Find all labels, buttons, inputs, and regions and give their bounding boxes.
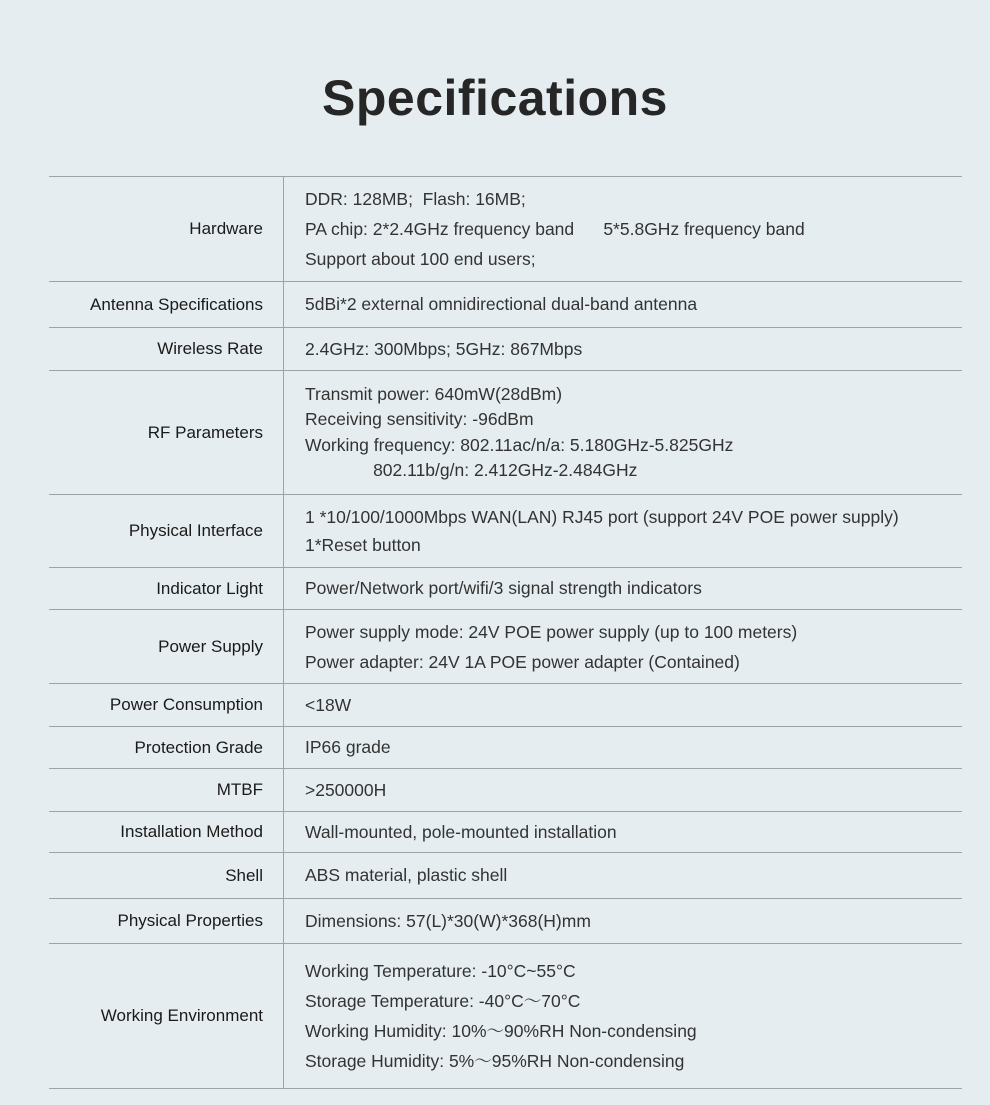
spec-label: Protection Grade	[49, 727, 284, 768]
spec-row-rf-parameters	[49, 371, 962, 495]
spec-values	[284, 495, 962, 567]
spec-value: 1 *10/100/1000Mbps WAN(LAN) RJ45 port (support 24V POE power supply)	[305, 507, 899, 527]
spec-values	[284, 684, 962, 726]
spec-row-installation-method	[49, 812, 962, 853]
page-title: Specifications	[322, 70, 668, 126]
spec-row-shell	[49, 853, 962, 899]
spec-values	[284, 282, 962, 327]
spec-value: Wall-mounted, pole-mounted installation	[305, 821, 617, 842]
spec-row-power-supply	[49, 610, 962, 684]
spec-row-mtbf	[49, 769, 962, 812]
spec-value: Dimensions: 57(L)*30(W)*368(H)mm	[305, 910, 591, 931]
spec-values	[284, 568, 962, 609]
spec-row-wireless-rate	[49, 328, 962, 371]
spec-label: Power Supply	[49, 610, 284, 683]
spec-label: Shell	[49, 853, 284, 898]
spec-row-antenna	[49, 282, 962, 328]
spec-label: Antenna Specifications	[49, 282, 284, 327]
spec-label: Wireless Rate	[49, 328, 284, 370]
spec-values	[284, 177, 962, 281]
spec-value: PA chip: 2*2.4GHz frequency band 5*5.8GHz frequency band	[305, 219, 805, 239]
spec-row-hardware	[49, 177, 962, 282]
spec-value: Storage Temperature: -40°C～70°C	[305, 991, 581, 1011]
spec-value: Support about 100 end users;	[305, 249, 536, 269]
spec-label: Power Consumption	[49, 684, 284, 726]
spec-value: Storage Humidity: 5%～95%RH Non-condensing	[305, 1051, 685, 1071]
spec-values	[284, 812, 962, 852]
spec-row-working-environment	[49, 944, 962, 1089]
spec-value: 1*Reset button	[305, 535, 421, 555]
spec-values	[284, 944, 962, 1088]
spec-values	[284, 769, 962, 811]
spec-value: 2.4GHz: 300Mbps; 5GHz: 867Mbps	[305, 338, 583, 359]
spec-value: Working Temperature: -10°C~55°C	[305, 961, 576, 981]
spec-value: Power adapter: 24V 1A POE power adapter (Contained)	[305, 651, 740, 672]
spec-row-protection-grade	[49, 727, 962, 769]
spec-label: Indicator Light	[49, 568, 284, 609]
spec-value: Working frequency: 802.11ac/n/a: 5.180GHz-5.825GHz	[305, 434, 734, 455]
spec-value: Transmit power: 640mW(28dBm)	[305, 383, 563, 404]
spec-value: DDR: 128MB; Flash: 16MB;	[305, 189, 526, 209]
spec-label: Hardware	[49, 177, 284, 281]
spec-label: Physical Properties	[49, 899, 284, 943]
spec-values	[284, 853, 962, 898]
spec-value: ABS material, plastic shell	[305, 865, 508, 885]
spec-label: RF Parameters	[49, 371, 284, 494]
spec-value: 802.11b/g/n: 2.412GHz-2.484GHz	[305, 460, 638, 480]
spec-row-physical-properties	[49, 899, 962, 944]
spec-value: Power/Network port/wifi/3 signal strength indicators	[305, 578, 702, 598]
spec-value: 5dBi*2 external omnidirectional dual-band antenna	[305, 294, 698, 314]
spec-values	[284, 328, 962, 370]
spec-values	[284, 899, 962, 943]
spec-row-physical-interface	[49, 495, 962, 568]
spec-row-indicator-light	[49, 568, 962, 610]
spec-value: <18W	[305, 694, 352, 715]
spec-value: >250000H	[305, 779, 387, 800]
spec-table	[49, 176, 962, 1089]
spec-value: Receiving sensitivity: -96dBm	[305, 409, 534, 429]
spec-label: MTBF	[49, 769, 284, 811]
spec-value: IP66 grade	[305, 737, 391, 757]
spec-label: Physical Interface	[49, 495, 284, 567]
spec-values	[284, 610, 962, 683]
spec-value: Power supply mode: 24V POE power supply (up to 100 meters)	[305, 621, 798, 642]
spec-value: Working Humidity: 10%～90%RH Non-condensing	[305, 1021, 697, 1041]
spec-row-power-consumption	[49, 684, 962, 727]
spec-values	[284, 727, 962, 768]
spec-values	[284, 371, 962, 494]
spec-label: Working Environment	[49, 944, 284, 1088]
spec-label: Installation Method	[49, 812, 284, 852]
